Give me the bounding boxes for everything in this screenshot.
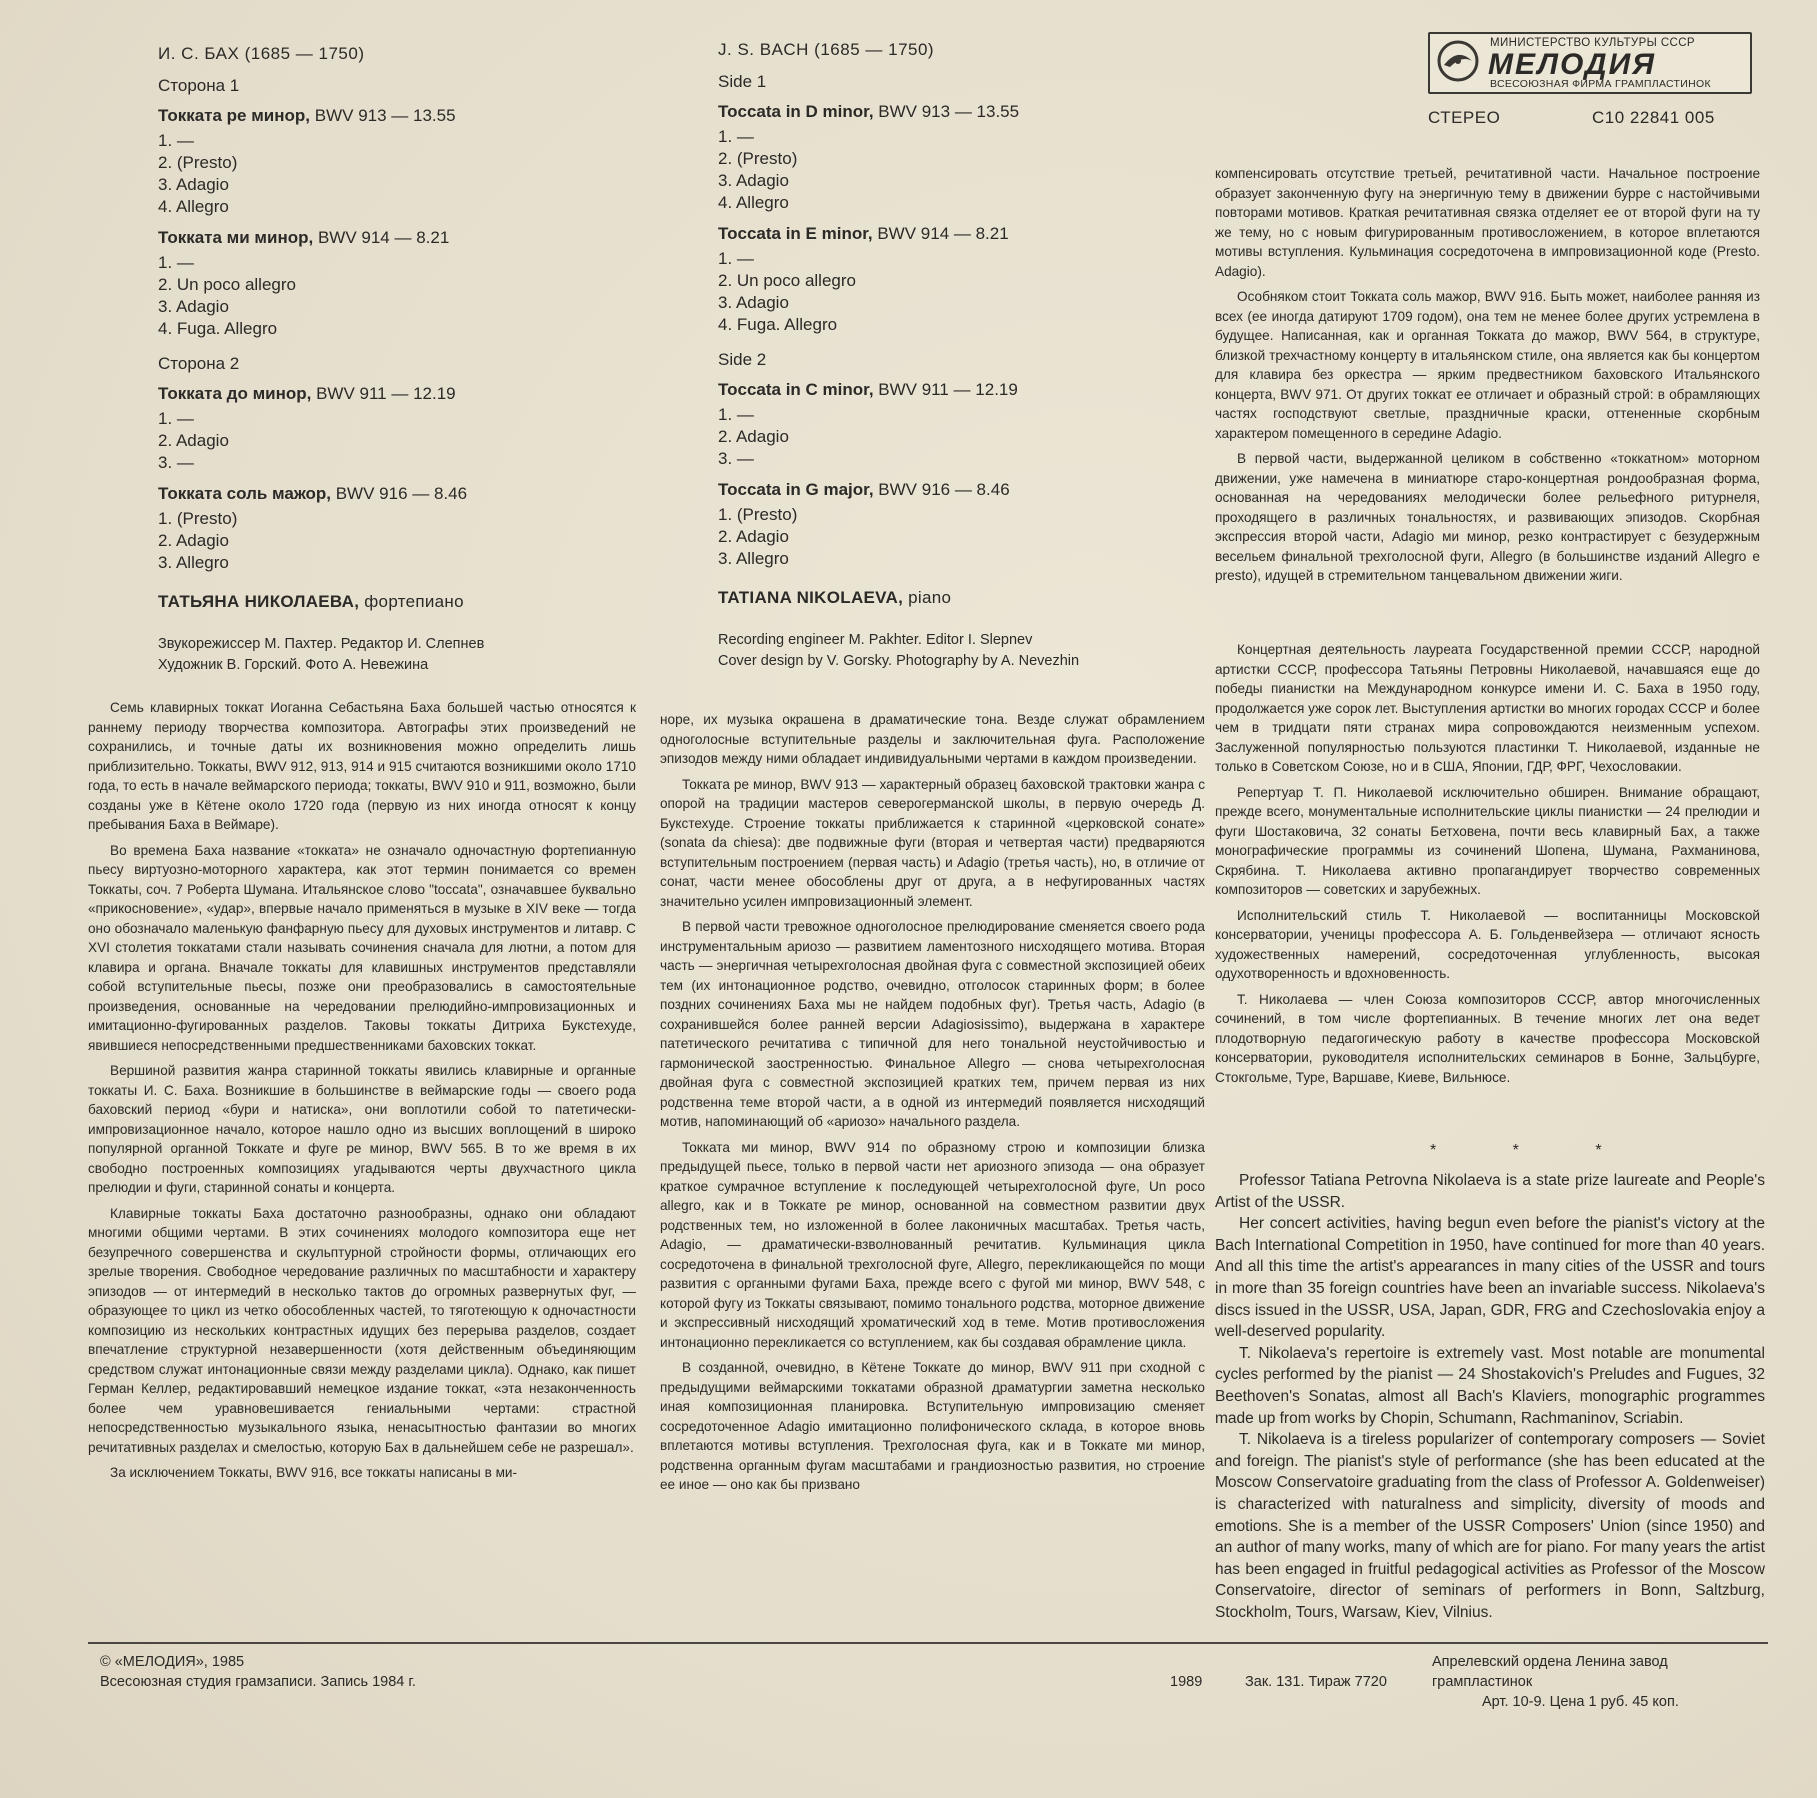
plant-text: Апрелевский ордена Ленина завод грампластинок (1432, 1654, 1668, 1690)
composer-heading-en: J. S. BACH (1685 — 1750) (718, 40, 935, 59)
paragraph: Токката ре минор, BWV 913 — характерный образец баховской трактовки жанра с опорой на традиции мастеров северогерманской школы, в первую очередь Д. Букстехуде. Строение токкаты приближается к старинной «церковской сонате» (sonata da chiesa): две подвижные фуги (вторая и четвертая части) предваряются вступительным построением (первая часть) и Adagio (третья часть), но, в отличие от сонат, части менее обособлены друг от друга, а в нефугированных частях значительно усилен импровизационный элемент. (660, 776, 1205, 909)
piece-title-en: Toccata in D minor, BWV 913 — 13.55 (718, 102, 1020, 121)
section-divider-stars: * * * (1430, 1142, 1638, 1159)
side2-heading-ru: Сторона 2 (158, 354, 240, 373)
movement: 4. Allegro (158, 197, 229, 216)
credit-line: Звукорежиссер М. Пахтер. Редактор И. Слепнев (158, 636, 485, 652)
piece-title-en: Toccata in C minor, BWV 911 — 12.19 (718, 380, 1018, 399)
paragraph: T. Nikolaeva is a tireless popularizer of contemporary composers — Soviet and foreign. The pianist's style of performance (she has been educated at the Moscow Conservatoire graduating from the class of Professor A. Goldenweiser) is characterized with naturalness and simplicity, diversity of moods and emotions. She is a member of the USSR Composers' Union (since 1950) and an author of many works, many of which are for piano. For many years the artist has been engaged in fruitful pedagogical activities as Professor of the Moscow Conservatoire, director of seminars of performers in Bonn, Saltzburg, Stockholm, Tours, Warsaw, Kiev, Vilnius. (1215, 1431, 1765, 1621)
movement: 2. Un poco allegro (158, 275, 296, 294)
paragraph: Professor Tatiana Petrovna Nikolaeva is a state prize laureate and People's Artist of the USSR. (1215, 1172, 1765, 1211)
movement: 1. (Presto) (718, 505, 798, 524)
movement: 3. — (718, 449, 754, 468)
paragraph: Репертуар Т. П. Николаевой исключительно обширен. Внимание обращают, прежде всего, монументальные исполнительские циклы пианистки — 24 прелюдии и фуги Шостаковича, 32 сонаты Бетховена, почти весь клавирный Бах, а также монографические программы из сочинений Шопена, Шумана, Рахманинова, Скрябина. Т. Николаева активно пропагандирует творчество современных композиторов — советских и зарубежных. (1215, 784, 1760, 897)
liner-notes-column-3 (1215, 164, 1760, 592)
movement: 3. Allegro (718, 549, 789, 568)
melodiya-emblem-icon (1436, 39, 1480, 83)
movement-list (718, 248, 1148, 336)
movement-list (158, 508, 578, 574)
paragraph: Клавирные токкаты Баха достаточно разнообразны, однако они обладают многими общими чертами. В этих сочинениях молодого композитора еще нет безупречного совершенства и скульптурной стройности формы, отличающих его зрелые творения. Свободное чередование различных по масштабности и характеру эпизодов — от интермедий в несколько тактов до огромных развернутых фуг, — образующее то цикл из четко обособленных частей, то тяготеющую к одночастности композицию из нескольких контрастных идущих без перерыва разделов, создает впечатление структурной незавершенности (хотя действенным объединяющим средством служат интонационные связи между разделами цикла). Однако, как пишет Герман Келлер, редактировавший немецкое издание токкат, «эта незаконченность более чем уравновешивается гениальными чертами: страстной непосредственностью музыкального языка, ненасытностью фантазии во многих речитативных разделах и смелостью, которую Бах в дальнейшем себе не разрешал». (88, 1205, 636, 1455)
copyright-text: © «МЕЛОДИЯ», 1985 (100, 1654, 245, 1670)
footer-year: 1989 (1170, 1674, 1203, 1690)
movement-list (158, 408, 578, 474)
paragraph: норе, их музыка окрашена в драматические тона. Везде служат обрамлением одноголосные вступительные разделы и заключительная фуга. Расположение эпизодов между ними обладает индивидуальными чертами в каждом произведении. (660, 712, 1205, 766)
piece-title-ru: Токката до минор, BWV 911 — 12.19 (158, 384, 456, 403)
movement: 2. Adagio (158, 431, 229, 450)
liner-notes-column-1 (88, 698, 636, 1489)
movement: 3. Allegro (158, 553, 229, 572)
movement: 1. — (158, 131, 194, 150)
side1-heading-ru: Сторона 1 (158, 76, 240, 95)
paragraph: В первой части тревожное одноголосное прелюдирование сменяется своего рода инструментальным ариозо — развитием ламентозного нисходящего мотива. Вторая часть — энергичная четырехголосная двойная фуга с совместной экспозицией обеих тем (их интонационное родство, очевидно, отголосок старинных форм; в более поздних сочинениях Баха мы не найдем подобных фуг). Третья часть, Adagio (в сохранившейся более ранней версии Adagiosissimo), выдержана в характере патетического речитатива с типичной для него тональной неустойчивостью и гармонической заостренностью. Финальное Allegro — снова четырехголосная двойная фуга с совместной экспозицией кратких тем, причем первая из них родственна теме второй части, а в одной из интермедий появляется нисходящий мотив, напоминающий об «ариозо» начального раздела. (660, 919, 1205, 1129)
piece-title-en: Toccata in E minor, BWV 914 — 8.21 (718, 224, 1009, 243)
movement: 1. — (718, 405, 754, 424)
paragraph: Во времена Баха название «токката» не означало одночастную фортепианную пьесу виртуозно-моторного характера, как этот термин понимается со времен Токкаты, соч. 7 Роберта Шумана. Итальянское слово "toccata", означавшее буквально «прикосновение», «удар», впервые начало применяться в музыке в XIV веке — тогда оно обозначало маленькую фанфарную пьесу для духовых инструментов и литавр. С XVI столетия токкатами стали называть сочинения сначала для лютни, а потом для клавира и органа. Вначале токкаты для клавишных инструментов представляли собой вступительные пьесы, позже они преобразовались в самостоятельные произведения, основанные на чередовании прелюдийно-импровизационных и имитационно-фугированных разделов. Таковы токкаты Дитриха Букстехуде, явившиеся непосредственными предшественниками баховских токкат. (88, 842, 636, 1053)
movement: 3. — (158, 453, 194, 472)
paragraph: Her concert activities, having begun even before the pianist's victory at the Bach International Competition in 1950, have continued for more than 40 years. And all this time the artist's appearances in many cities of the USSR and tours in more than 35 foreign countries have been an invariable success. Nikolaeva's discs issued in the USSR, USA, Japan, GDR, FRG and Czechoslovakia enjoy a well-deserved popularity. (1215, 1215, 1765, 1341)
stereo-label: СТЕРЕО (1428, 108, 1501, 127)
paragraph: Токката ми минор, BWV 914 по образному строю и композиции близка предыдущей пьесе, только в первой части нет ариозного эпизода — она образует краткое сумрачное вступление к последующей четырехголосной фуге, Un poco allegro, как и в Токкате ре минор, основанной на совместном развитии двух родственных тем, но изложенной в более лаконичных масштабах. Третья часть, Adagio, — драматически-взволнованный речитатив. Кульминация цикла сосредоточена в финальной трехголосной фуге, Allegro, перекликающейся по мощи развития с органными фугами Баха, прежде всего с фугой ми минор, BWV 548, с которой фугу из Токкаты связывают, помимо тонального родства, моторное движение и экспрессивный нисходящий хроматический ход в теме. Мотив противосложения интонационно перекликается со вступлением, как бы создавая обрамление цикла. (660, 1139, 1205, 1350)
movement-list (158, 252, 578, 340)
movement: 2. Adagio (718, 527, 789, 546)
performer-ru: ТАТЬЯНА НИКОЛАЕВА, фортепиано (158, 592, 464, 611)
movement: 4. Allegro (718, 193, 789, 212)
composer-heading-ru: И. С. БАХ (1685 — 1750) (158, 44, 365, 63)
movement: 3. Adagio (718, 293, 789, 312)
paragraph: Особняком стоит Токката соль мажор, BWV 916. Быть может, наиболее ранняя из всех (ее иногда датируют 1709 годом), она тем не менее более других устремлена в будущее. Написанная, как и органная Токката до мажор, BWV 564, в структуре, близкой трехчастному концерту в итальянском стиле, она является как бы концертом для клавира без оркестра — ярким предвестником баховского Итальянского концерта, BWV 971. От других токкат ее отличает и образный строй: в обрамляющих частях господствуют светлые, праздничные краски, оттененные скорбным характером помещенного в середине Adagio. (1215, 289, 1760, 441)
performer-en: TATIANA NIKOLAEVA, piano (718, 588, 952, 607)
price-text: Арт. 10-9. Цена 1 руб. 45 коп. (1482, 1694, 1679, 1710)
firm-text: ВСЕСОЮЗНАЯ ФИРМА ГРАМПЛАСТИНОК (1490, 78, 1711, 90)
footer-order: Зак. 131. Тираж 7720 (1245, 1674, 1387, 1690)
movement: 4. Fuga. Allegro (718, 315, 838, 334)
footer-left (100, 1652, 416, 1692)
paragraph: Исполнительский стиль Т. Николаевой — воспитанницы Московской консерватории, ученицы профессора А. Б. Гольденвейзера — отличают ясность художественных намерений, сосредоточенная углубленность, высокая одухотворенность и вдохновенность. (1215, 907, 1760, 981)
movement: 3. Adagio (158, 297, 229, 316)
side2-heading-en: Side 2 (718, 350, 767, 369)
movement: 1. — (718, 127, 754, 146)
tracklist-russian (158, 44, 578, 676)
paragraph: Вершиной развития жанра старинной токкаты явились клавирные и органные токкаты И. С. Баха. Возникшие в большинстве в веймарские годы — своего рода баховский период «бури и натиска», они воплотили собой то патетически-импровизационное начало, которое нашло одно из высших воплощений в широко популярной органной Токкате и фуге ре минор, BWV 565. В то же время в их свободно построенных композициях угадываются черты двухчастного цикла прелюдии и фуги, старинной сонаты и концерта. (88, 1063, 636, 1195)
movement-list (158, 130, 578, 218)
movement-list (718, 404, 1148, 470)
credit-line: Художник В. Горский. Фото А. Невежина (158, 657, 429, 673)
movement: 2. Un poco allegro (718, 271, 856, 290)
paragraph: В первой части, выдержанной целиком в собственно «токкатном» моторном движении, уже намечена в миниатюре старо-концертная рондообразная форма, основанная на чередованиях мелодически более рельефного ритурнеля, проходящего в различных тональностях, и развивающих эпизодов. Скорбная экспрессия второй части, Adagio ми минор, резко контрастирует с безудержным весельем финальной трехголосной фуги, Allegro (в большинстве изданий Allegro e presto), идущей в стремительном танцевальном движении жиги. (1215, 451, 1760, 583)
liner-notes-column-2 (660, 710, 1205, 1501)
melodiya-logo (1428, 32, 1752, 94)
footer-right (1432, 1652, 1767, 1712)
movement: 3. Adagio (718, 171, 789, 190)
credit-line: Recording engineer M. Pakhter. Editor I. Slepnev (718, 632, 1033, 648)
biography-russian (1215, 640, 1760, 1093)
biography-english (1215, 1170, 1765, 1623)
paragraph: Концертная деятельность лауреата Государственной премии СССР, народной артистки СССР, профессора Татьяны Петровны Николаевой, начавшаяся еще до победы пианистки на Международном конкурсе имени И. С. Баха в 1950 году, продолжается уже сорок лет. Выступления артистки во многих городах СССР и более чем в тридцати пяти странах мира сопровождаются неизменным успехом. Заслуженной популярностью пользуются пластинки Т. Николаевой, изданные не только в Советском Союзе, но и в США, Японии, ГДР, ФРГ, Чехословакии. (1215, 642, 1760, 774)
paragraph: Т. Николаева — член Союза композиторов СССР, автор многочисленных сочинений, в том числе фортепианных. В течение многих лет она ведет плодотворную педагогическую работу в качестве профессора Московской консерватории, руководителя исполнительских семинаров в Бонне, Зальцбурге, Стокгольме, Туре, Варшаве, Киеве, Вильнюсе. (1215, 991, 1760, 1085)
paragraph: За исключением Токкаты, BWV 916, все токкаты написаны в ми- (110, 1465, 518, 1480)
paragraph: Семь клавирных токкат Иоганна Себастьяна Баха большей частью относятся к раннему периоду творчества композитора. Автографы этих произведений не сохранились, и точные даты их возникновения можно определить лишь приблизительно. Токкаты, BWV 912, 913, 914 и 915 считаются возникшими около 1710 года, то есть в начале веймарского периода; токкаты, BWV 910 и 911, возможно, были созданы уже в Кётене около 1720 года (первую из них иногда относят к концу пребывания Баха в Веймаре). (88, 700, 636, 832)
movement: 1. — (158, 409, 194, 428)
movement: 2. (Presto) (718, 149, 798, 168)
piece-title-ru: Токката соль мажор, BWV 916 — 8.46 (158, 484, 468, 503)
studio-text: Всесоюзная студия грамзаписи. Запись 1984 г. (100, 1674, 416, 1690)
tracklist-english (718, 40, 1148, 672)
catalog-number: С10 22841 005 (1592, 108, 1715, 127)
movement-list (718, 504, 1148, 570)
credits-en (718, 630, 1148, 672)
paragraph: компенсировать отсутствие третьей, речитативной части. Начальное построение образует законченную фугу на энергичную тему в движении бурре с настойчивыми повторами мотивов. Краткая речитативная связка отделяет ее от второй фуги на ту же тему, но с новым фигурированным противосложением, в которое вплетаются мотивы вступления. Кульминация сосредоточена в импровизационной коде (Presto. Adagio). (1215, 166, 1760, 279)
side1-heading-en: Side 1 (718, 72, 767, 91)
movement: 2. (Presto) (158, 153, 238, 172)
movement: 1. (Presto) (158, 509, 238, 528)
brand-text: МЕЛОДИЯ (1488, 48, 1657, 81)
movement: 1. — (158, 253, 194, 272)
footer-divider (88, 1642, 1768, 1644)
paragraph: T. Nikolaeva's repertoire is extremely vast. Most notable are monumental cycles performed by the pianist — 24 Shostakovich's Preludes and Fugues, 32 Beethoven's Sonatas, almost all Bach's Klaviers, monographic programmes made up from works by Chopin, Schumann, Rachmaninov, Scriabin. (1215, 1344, 1765, 1427)
movement: 2. Adagio (158, 531, 229, 550)
piece-title-ru: Токката ми минор, BWV 914 — 8.21 (158, 228, 450, 247)
piece-title-en: Toccata in G major, BWV 916 — 8.46 (718, 480, 1010, 499)
piece-title-ru: Токката ре минор, BWV 913 — 13.55 (158, 106, 456, 125)
movement: 1. — (718, 249, 754, 268)
paragraph: В созданной, очевидно, в Кётене Токкате до минор, BWV 911 при сходной с предыдущими веймарскими токкатами образной драматургии заметна несколько иная композиционная планировка. Вступительную импровизацию сменяет сосредоточенное Adagio имитационно полифонического склада, в которое вновь вплетаются мотивы вступления. Трехголосная фуга, как и в Токкате ми минор, родственна органным фугам масштабами и грандиозностью развития, но строение ее иное — оно как бы призвано (660, 1360, 1205, 1492)
credit-line: Cover design by V. Gorsky. Photography by A. Nevezhin (718, 653, 1080, 669)
credits-ru (158, 634, 578, 676)
movement: 2. Adagio (718, 427, 789, 446)
movement-list (718, 126, 1148, 214)
ministry-text: МИНИСТЕРСТВО КУЛЬТУРЫ СССР (1490, 37, 1696, 49)
movement: 4. Fuga. Allegro (158, 319, 278, 338)
movement: 3. Adagio (158, 175, 229, 194)
